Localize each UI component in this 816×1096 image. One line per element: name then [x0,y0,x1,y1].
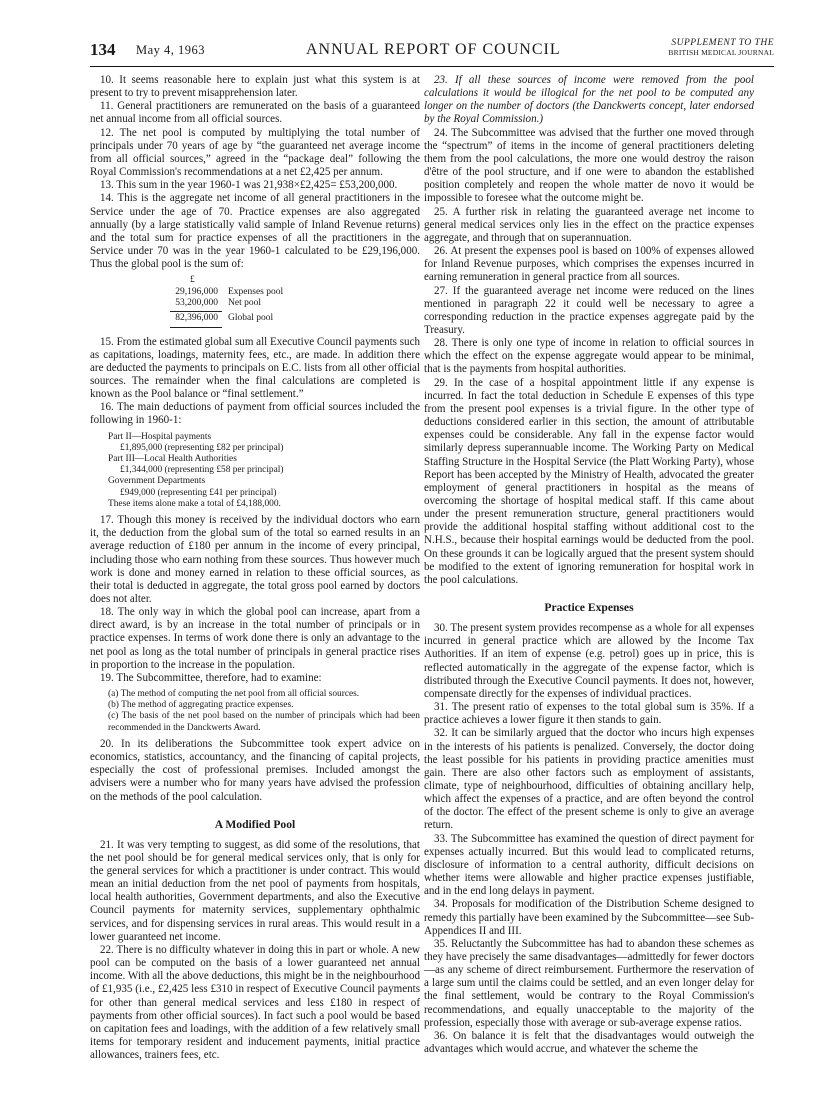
paragraph-27: 27. If the guaranteed average net income were reduced on the lines mentioned in paragraph 22 it could well be necessary to agree a corresponding reduction in the practice expenses aggregate paid by the Treasury. [424,284,754,336]
sum-rule [170,327,222,328]
section-heading-modified-pool: A Modified Pool [214,817,296,831]
supplement-line-2: BRITISH MEDICAL JOURNAL [668,48,774,57]
paragraph-29: 29. In the case of a hospital appointment little if any expense is incurred. In fact the total deduction in Schedule E expenses of this type from the present pool expenses is a trivial figure. In the other type of deductions considered earlier in this section, the amount of attributable expenses could be considerable. Any fall in the expense factor would similarly depress superannuable income. The Working Party on Medical Staffing Structure in the Hospital Service (the Platt Working Party), whose Report has been accepted by the Ministry of Health, advocated the greater employment of general practitioners in hospital as the means of overcoming the shortage of hospital medical staff. If this came about under the present remuneration structure, general practitioners would provide the additional hospital staffing without additional cost to the N.H.S., because their hospital earnings would be deducted from the pool. On these grounds it can be logically argued that the present system should be modified to the extent of ignoring remuneration for hospital work in the pool calculations. [424,376,754,586]
paragraph-25: 25. A further risk in relating the guaranteed average net income to general medical services only lies in the effect on the practice expenses aggregate, and through that on superannuation. [424,205,754,244]
supplement-note [668,38,774,58]
supplement-line-1: SUPPLEMENT TO THE [671,38,774,48]
list-item: Part II—Hospital payments [108,431,212,442]
paragraph-32: 32. It can be similarly argued that the doctor who incurs high expenses in the interests of his patients is penalized. Conversely, the doctor doing the least possible for his patients in providing practice amenities must gain. There are also other factors such as employment of assistants, climate, type of neighbourhood, difficulties of obtaining ancillary help, which affect the expenses of a practice, and are often beyond the control of the doctor. The effect of the present scheme is only to give an average return. [424,727,754,832]
list-item: (c) The basis of the net pool based on the number of principals which had been recommended in the Danckwerts Award. [108,711,420,733]
table-row [170,287,420,298]
paragraph-17: 17. Though this money is received by the individual doctors who earn it, the deduction from the global sum of the total so earned results in an average reduction of £180 per annum in the income of every principal, including those who earn nothing from these sources. Thus however much work is done and money earned in relation to these official sources, as their total is deducted in aggregate, the total gross pool earned by doctors does not alter. [90,514,420,605]
list-item: Part III—Local Health Authorities [108,454,237,465]
paragraph-31: 31. The present ratio of expenses to the total global sum is 35%. If a practice achieves a lower figure it then stands to gain. [424,701,754,727]
paragraph-20: 20. In its deliberations the Subcommittee took expert advice on economics, statistics, accountancy, and the financing of capital projects, especially the cost of professional premises. Included amongst the advisers were a number who for many years have advised the profession on the methods of the pool calculation. [90,737,420,803]
paragraph-21: 21. It was very tempting to suggest, as did some of the resolutions, that the net pool should be for general medical services only, that is only for the general services for which a practitioner is under contract. This would mean an initial deduction from the net pool of payments from hospitals, local health authorities, Government departments, and also the Executive Council payments for maternity services, supplementary ophthalmic services, and for dispensing services in rural areas. This would result in a lower guaranteed net income. [90,838,420,943]
paragraph-28: 28. There is only one type of income in relation to official sources in which the effect on the expense aggregate would appear to be minimal, that is the payments from hospital authorities. [424,337,754,376]
list-item: £1,895,000 (representing £82 per principal) [120,442,284,453]
table-total-row [170,313,420,324]
paragraph-35: 35. Reluctantly the Subcommittee has had to abandon these schemes as they have precisely the same disadvantages—admittedly for fewer doctors—as any scheme of direct reimbursement. Furthermore the reservation of a large sum until the claims could be settled, and an even longer delay for the final settlement, would be contrary to the Royal Commission's recommendations, and equally unacceptable to the majority of the profession, especially those with average or sub-average expense ratios. [424,937,754,1029]
paragraph-36: 36. On balance it is felt that the disadvantages would outweigh the advantages which would accrue, and whatever the scheme the [424,1029,754,1056]
list-item: £1,344,000 (representing £58 per principal) [120,465,284,476]
total-label: Global pool [228,313,274,324]
paragraph-23: 23. If all these sources of income were removed from the pool calculations it would be illogical for the net pool to be computed any longer on the number of doctors (the Danckwerts concept, later endorsed by the Royal Commission.) [424,74,754,126]
paragraph-14: 14. This is the aggregate net income of all general practitioners in the Service under the age of 70. Practice expenses are also aggregated annually (by a large statistically valid sample of Inland Revenue returns) and the total sum for practice expenses of all the practitioners in the Service under 70 was in the year 1960-1 calculated to be £29,196,000. Thus the global pool is the sum of: [90,192,420,271]
list-item: Government Departments [108,476,206,487]
paragraph-26: 26. At present the expenses pool is based on 100% of expenses allowed for Inland Revenue purposes, which comprises the expenses incurred in earning remuneration in general practice from all sources. [424,245,754,284]
right-column [424,74,754,1056]
amount-cell: 53,200,000 [175,297,218,308]
amount-cell: 29,196,000 [175,286,218,297]
paragraph-18: 18. The only way in which the global pool can increase, apart from a direct award, is by an increase in the total number of principals or in practice expenses. In terms of work done there is only an advantage to the net pool as long as the total number of principals in general practice rises in proportion to the increase in the population. [90,606,420,671]
paragraph-22: 22. There is no difficulty whatever in doing this in part or whole. A new pool can be computed on the basis of a lower guaranteed net annual income. With all the above deductions, this might be in the neighbourhood of £1,935 (i.e., £2,425 less £310 in respect of Executive Council payments for other than general medical services and less £180 in respect of payments from other official sources). In fact such a pool would be based on capitation fees and loadings, with the addition of a few relatively small items for temporary resident and inducement payments, initial practice allowances, trainers fees, etc. [90,943,420,1062]
issue-date: May 4, 1963 [136,43,206,57]
left-column [90,74,420,1062]
list-item: (a) The method of computing the net pool from all official sources. [108,689,360,700]
page-header [90,38,774,67]
label-cell: Expenses pool [228,286,284,297]
paragraph-30: 30. The present system provides recompense as a whole for all expenses incurred in general practice which are allowed by the Income Tax Authorities. If an item of expense (e.g. petrol) goes up in price, this is reflected automatically in the aggregate of the expense factor, which is distributed through the Executive Council payments. It does not, however, compensate directly for the expenses of individual practices. [424,622,754,700]
paragraph-15: 15. From the estimated global sum all Executive Council payments such as capitations, loadings, maternity fees, etc., are made. In addition there are deducted the payments to principals on E.C. lists from all other official sources. The remainder when the final calculations are completed is known as the Pool balance or “final settlement.” [90,335,420,401]
paragraph-13: 13. This sum in the year 1960-1 was 21,938×£2,425= £53,200,000. [100,179,398,192]
paragraph-12: 12. The net pool is computed by multiplying the total number of principals under 70 years of age by “the guaranteed net average income from all official sources,” agreed in the “package deal” following the Royal Commission's recommendations at a net £2,425 per annum. [90,126,420,179]
paragraph-10: 10. It seems reasonable here to explain just what this system is at present to try to prevent misapprehension later. [90,74,420,100]
paragraph-24: 24. The Subcommittee was advised that the further one moved through the “spectrum” of items in the income of general practitioners deleting them from the pool calculations, the more one would destroy the raison d'être of the pool structure, and if one were to abandon the established position completely and reopen the whole matter de novo it would be impossible to foresee what the outcome might be. [424,126,754,205]
label-cell: Net pool [228,297,261,308]
list-item: These items alone make a total of £4,188,000. [108,498,281,509]
list-item: £949,000 (representing £41 per principal) [120,487,277,498]
paragraph-11: 11. General practitioners are remunerated on the basis of a guaranteed net annual income from all official sources. [90,100,420,126]
sum-rule [170,311,222,312]
table-row [170,298,420,309]
examine-list [108,689,420,734]
running-title: ANNUAL REPORT OF COUNCIL [306,41,561,58]
paragraph-34: 34. Proposals for modification of the Distribution Scheme designed to remedy this partially have been examined by the Subcommittee—see Sub-Appendices II and III. [424,898,754,937]
page-number: 134 [90,40,116,59]
total-amount: 82,396,000 [175,313,218,324]
paragraph-16: 16. The main deductions of payment from official sources included the following in 1960-1: [90,401,420,427]
currency-symbol: £ [190,275,195,286]
list-item: (b) The method of aggregating practice expenses. [108,700,294,711]
paragraph-33: 33. The Subcommittee has examined the question of direct payment for expenses actually incurred. But this would lead to complicated returns, disclosure of information to a central authority, difficult decisions on whether items were allowable and higher practice expenses justifiable, and in the end long delays in payment. [424,832,754,898]
paragraph-19: 19. The Subcommittee, therefore, had to examine: [100,671,322,684]
section-heading-practice-expenses: Practice Expenses [544,601,634,615]
global-pool-table [170,275,420,327]
deductions-list [108,432,420,510]
